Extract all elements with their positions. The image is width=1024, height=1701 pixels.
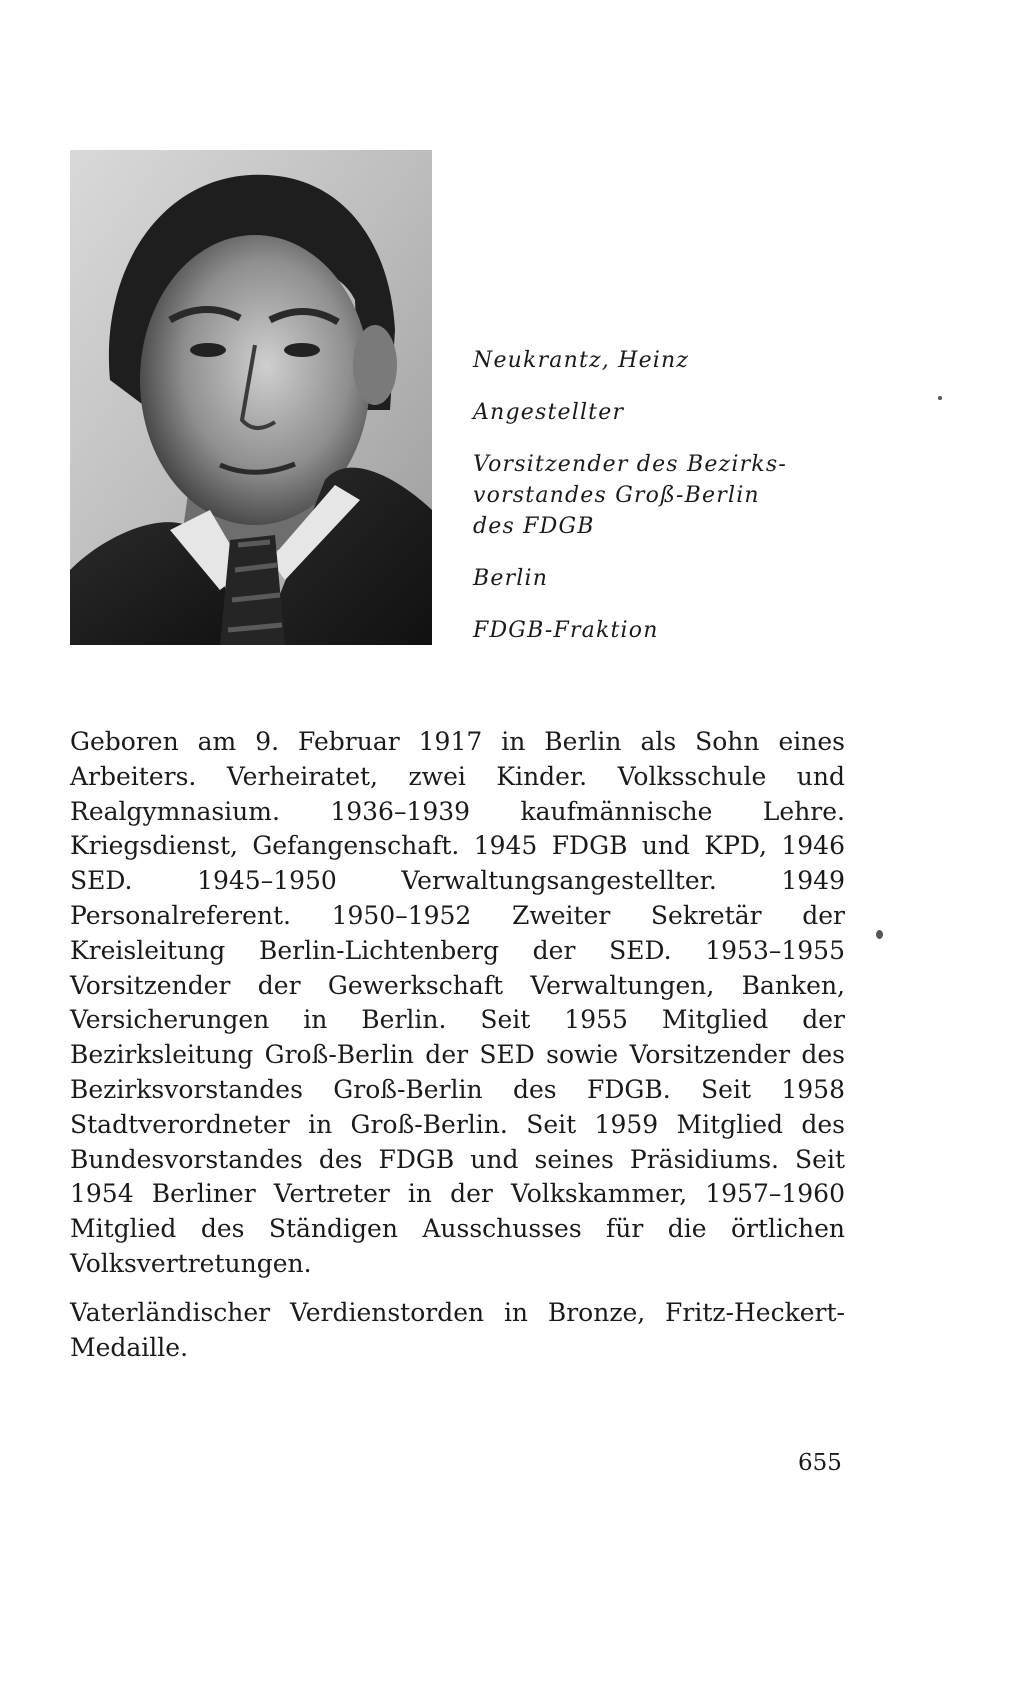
portrait-illustration [70, 150, 432, 645]
portrait-photo [70, 150, 432, 645]
awards-paragraph: Vaterländischer Verdienstorden in Bronze, Fritz-Heckert-Medaille. [70, 1297, 845, 1362]
member-name: Neukrantz, Heinz [473, 348, 690, 373]
member-occupation: Angestellter [473, 400, 625, 425]
member-faction: FDGB-Fraktion [473, 618, 659, 643]
biography-paragraph: Geboren am 9. Februar 1917 in Berlin als Sohn eines Arbeiters. Verheiratet, zwei Kinder. Volksschule und Realgymnasium. 1936–1939 kaufmännische Lehre. Kriegsdienst, Gefangenschaft. 1945 FDGB und KPD, 1946 SED. 1945–1950 Verwaltungsangestellter. 1949 Personalreferent. 1950–1952 Zweiter Sekretär der Kreisleitung Berlin-Lichtenberg der SED. 1953–1955 Vorsitzender der Gewerkschaft Verwaltungen, Banken, Versicherungen in Berlin. Seit 1955 Mitglied der Bezirksleitung Groß-Berlin der SED sowie Vorsitzender des Bezirksvorstandes Groß-Berlin des FDGB. Seit 1958 Stadtverordneter in Groß-Berlin. Seit 1959 Mitglied des Bundesvorstandes des FDGB und seines Präsidiums. Seit 1954 Berliner Vertreter in der Volkskammer, 1957–1960 Mitglied des Ständigen Ausschusses für die örtlichen Volksvertretungen. [70, 727, 845, 1278]
print-speck [876, 930, 883, 939]
biography [70, 725, 845, 1365]
member-place: Berlin [473, 566, 549, 591]
page-number: 655 [798, 1450, 842, 1476]
print-speck [938, 396, 942, 400]
member-function: Vorsitzender des Bezirks- vorstandes Groß-Berlin des FDGB [473, 452, 787, 539]
member-caption [473, 345, 853, 667]
